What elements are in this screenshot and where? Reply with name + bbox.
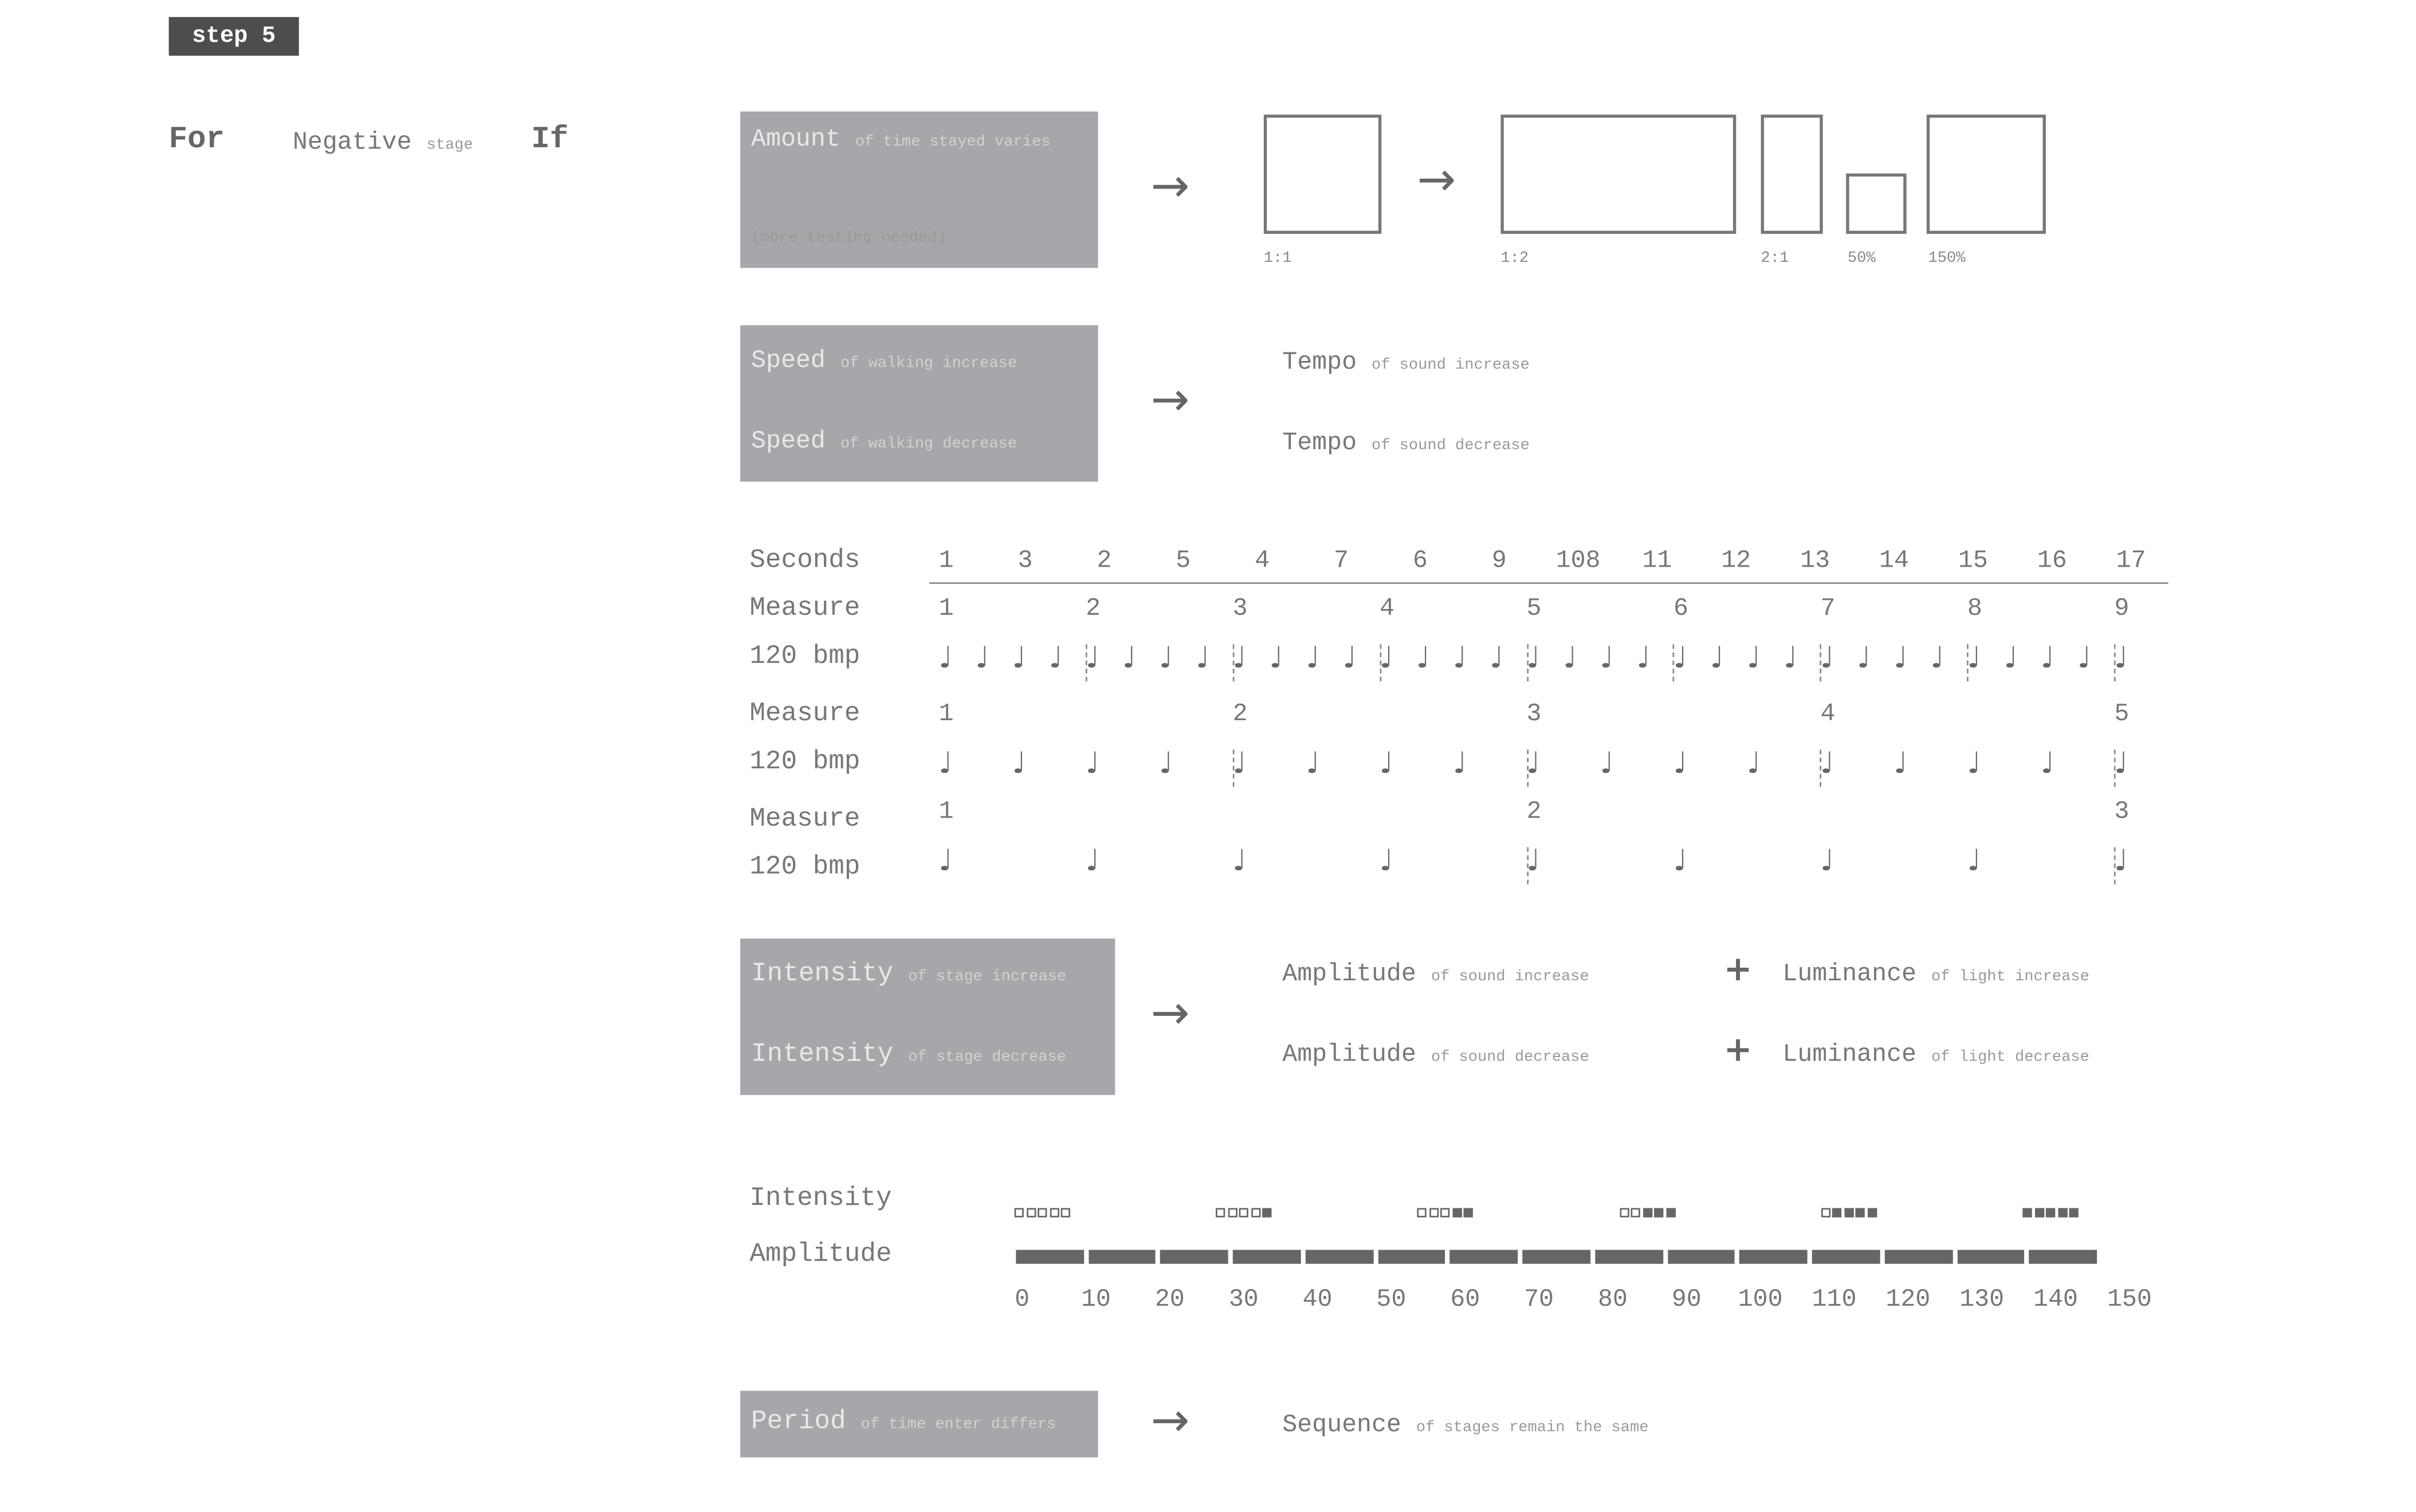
quarter-note-icon: ♩ [2077,641,2091,676]
seconds-tick: 3 [1018,547,1033,575]
intensity-square [1251,1208,1260,1217]
seconds-tick: 108 [1555,547,1601,575]
quarter-note-icon: ♩ [1379,844,1393,878]
measure-number: 2 [1086,595,1101,623]
intensity-level [1417,1197,1475,1226]
speed-desc: of walking increase [840,356,1018,374]
seconds-tick: 4 [1255,547,1270,575]
intensity-square [1654,1208,1663,1217]
intensity-square [1666,1208,1675,1217]
quarter-note-icon: ♩ [1489,641,1504,676]
quarter-note-icon: ♩ [1967,844,1981,878]
intensity-square [1015,1208,1024,1217]
quarter-note-icon: ♩ [1379,641,1393,676]
measure-number: 3 [2114,798,2130,826]
luminance-decrease: Luminance of light decrease [1782,1040,2089,1069]
measure-number: 4 [1820,700,1836,728]
quarter-note-icon: ♩ [1452,641,1467,676]
quarter-note-icon: ♩ [1600,746,1614,781]
arrow-icon: → [1417,153,1456,208]
measure-number: 9 [2114,595,2130,623]
period-title: Period [751,1408,846,1438]
ratio-box-2-1 [1761,115,1823,234]
quarter-note-icon: ♩ [2113,641,2128,676]
intensity-title: Intensity [751,960,894,990]
amount-box [740,112,1098,268]
seconds-tick: 13 [1800,547,1830,575]
arrow-icon: → [1150,159,1190,214]
quarter-note-icon: ♩ [1526,746,1541,781]
quarter-note-icon: ♩ [1269,641,1283,676]
ratio-box-1-2 [1500,115,1736,234]
seconds-tick: 12 [1721,547,1751,575]
quarter-note-icon: ♩ [1306,641,1320,676]
ratio-caption: 2:1 [1761,250,1789,268]
intensity-square [1844,1208,1853,1217]
quarter-note-icon: ♩ [1158,746,1173,781]
quarter-note-icon: ♩ [1526,641,1541,676]
quarter-note-icon: ♩ [1379,746,1393,781]
amplitude-tick: 80 [1597,1285,1628,1314]
intensity-square [1441,1208,1450,1217]
seconds-tick: 11 [1642,547,1672,575]
tempo-decrease: Tempo of sound decrease [1282,429,1530,457]
intensity-square [1821,1208,1830,1217]
amplitude-segment [1378,1250,1445,1263]
amplitude-scale-label: Amplitude [749,1240,892,1270]
quarter-note-icon: ♩ [1232,641,1247,676]
amount-note: (more testing needed) [751,230,946,248]
speed-title: Speed [751,427,826,455]
amplitude-segment [1016,1250,1083,1263]
seconds-label: Seconds [749,547,861,576]
intensity-square [1856,1208,1865,1217]
seconds-tick: 6 [1412,547,1428,575]
quarter-note-icon: ♩ [938,641,953,676]
period-desc: of time enter differs [861,1417,1056,1435]
amplitude-segment [1306,1250,1373,1263]
intensity-square [1429,1208,1439,1217]
seconds-tick: 16 [2037,547,2067,575]
amplitude-segment [1089,1250,1156,1263]
step-badge: step 5 [169,17,299,56]
measure-number: 3 [1526,700,1542,728]
seconds-tick: 9 [1491,547,1507,575]
quarter-note-icon: ♩ [1857,641,1871,676]
speed-desc: of walking decrease [840,437,1018,454]
quarter-note-icon: ♩ [1893,746,1908,781]
intensity-scale-label: Intensity [749,1184,892,1215]
quarter-note-icon: ♩ [1820,641,1834,676]
intensity-level [1015,1197,1073,1226]
luminance-increase: Luminance of light increase [1782,960,2089,988]
quarter-note-icon: ♩ [1122,641,1136,676]
intensity-square [2034,1208,2044,1217]
amplitude-segment [1233,1250,1301,1263]
measure-number: 3 [1232,595,1248,623]
tempo-increase: Tempo of sound increase [1282,348,1530,376]
intensity-square [1643,1208,1652,1217]
amplitude-decrease: Amplitude of sound decrease [1282,1040,1589,1069]
quarter-note-icon: ♩ [1967,641,1981,676]
quarter-note-icon: ♩ [2113,844,2128,878]
amplitude-segment [1523,1250,1590,1263]
amount-title: Amount [751,125,840,154]
amplitude-segment [1740,1250,1808,1263]
quarter-note-icon: ♩ [1342,641,1357,676]
intensity-square [1026,1208,1035,1217]
intensity-square [2069,1208,2078,1217]
quarter-note-icon: ♩ [938,844,953,878]
amplitude-segment [1450,1250,1518,1263]
quarter-note-icon: ♩ [1930,641,1944,676]
period-box [740,1391,1098,1457]
intensity-square [2046,1208,2055,1217]
quarter-note-icon: ♩ [1600,641,1614,676]
intensity-square [1619,1208,1628,1217]
quarter-note-icon: ♩ [1012,641,1026,676]
quarter-note-icon: ♩ [1195,641,1210,676]
quarter-note-icon: ♩ [1746,641,1761,676]
amplitude-tick: 50 [1376,1285,1407,1314]
quarter-note-icon: ♩ [1820,844,1834,878]
intensity-level [1821,1197,1879,1226]
amplitude-tick: 30 [1228,1285,1259,1314]
amplitude-segment [2029,1250,2097,1263]
ratio-box-50 [1846,174,1906,234]
amplitude-segment [1884,1250,1952,1263]
quarter-note-icon: ♩ [1636,641,1651,676]
amplitude-tick: 130 [1959,1285,2005,1314]
seconds-rule [929,582,2168,584]
bpm-label: 120 bmp [749,853,861,883]
quarter-note-icon: ♩ [1746,746,1761,781]
quarter-note-icon: ♩ [1967,746,1981,781]
intensity-title: Intensity [751,1040,894,1070]
amplitude-tick: 10 [1081,1285,1111,1314]
arrow-icon: → [1150,986,1190,1041]
measure-number: 5 [1526,595,1542,623]
ratio-caption: 1:2 [1500,250,1529,268]
quarter-note-icon: ♩ [1232,844,1247,878]
quarter-note-icon: ♩ [1416,641,1430,676]
intensity-square [1228,1208,1237,1217]
intensity-square [1464,1208,1474,1217]
quarter-note-icon: ♩ [1563,641,1577,676]
amplitude-segment [1812,1250,1880,1263]
amplitude-tick: 60 [1450,1285,1480,1314]
intensity-square [1833,1208,1842,1217]
measure-number: 2 [1526,798,1542,826]
seconds-tick: 5 [1176,547,1191,575]
amplitude-tick: 150 [2107,1285,2152,1314]
quarter-note-icon: ♩ [2040,746,2054,781]
quarter-note-icon: ♩ [1306,746,1320,781]
amplitude-tick: 20 [1154,1285,1185,1314]
seconds-tick: 14 [1879,547,1909,575]
quarter-note-icon: ♩ [1526,844,1541,878]
sequence-text: Sequence of stages remain the same [1282,1411,1649,1439]
for-label: For [168,122,225,158]
intensity-level [2022,1197,2080,1226]
seconds-tick: 15 [1958,547,1988,575]
quarter-note-icon: ♩ [1783,641,1798,676]
quarter-note-icon: ♩ [1673,641,1687,676]
speed-box [740,325,1098,482]
plus-icon: + [1723,951,1753,990]
amplitude-tick: 110 [1812,1285,1857,1314]
seconds-tick: 1 [938,547,954,575]
intensity-square [1049,1208,1058,1217]
quarter-note-icon: ♩ [1893,641,1908,676]
measure-number: 8 [1967,595,1982,623]
quarter-note-icon: ♩ [1085,746,1099,781]
intensity-square [1216,1208,1225,1217]
amplitude-tick: 140 [2033,1285,2078,1314]
ratio-caption: 50% [1847,250,1876,268]
arrow-icon: → [1150,1393,1190,1448]
ratio-caption: 1:1 [1263,250,1292,268]
quarter-note-icon: ♩ [1012,746,1026,781]
quarter-note-icon: ♩ [1820,746,1834,781]
negative-stage-label: Negative stage [292,128,473,157]
amplitude-increase: Amplitude of sound increase [1282,960,1589,988]
quarter-note-icon: ♩ [2003,641,2018,676]
amplitude-tick: 120 [1885,1285,1931,1314]
seconds-tick: 2 [1097,547,1112,575]
bpm-label: 120 bmp [749,748,861,778]
quarter-note-icon: ♩ [1673,844,1687,878]
intensity-square [2022,1208,2032,1217]
amplitude-segment [1595,1250,1663,1263]
intensity-level [1216,1197,1274,1226]
intensity-square [1417,1208,1427,1217]
quarter-note-icon: ♩ [1673,746,1687,781]
quarter-note-icon: ♩ [1085,844,1099,878]
intensity-level [1619,1197,1677,1226]
intensity-desc: of stage increase [908,969,1067,987]
plus-icon: + [1723,1031,1753,1070]
amplitude-tick: 40 [1302,1285,1333,1314]
intensity-square [1239,1208,1248,1217]
measure-number: 4 [1380,595,1395,623]
measure-number: 1 [938,595,954,623]
intensity-square [1061,1208,1070,1217]
seconds-tick: 17 [2116,547,2146,575]
amplitude-tick: 100 [1738,1285,1783,1314]
ratio-caption: 150% [1928,250,1966,268]
amplitude-tick: 90 [1671,1285,1702,1314]
seconds-tick: 7 [1333,547,1349,575]
intensity-square [1452,1208,1462,1217]
quarter-note-icon: ♩ [1232,746,1247,781]
bpm-label: 120 bmp [749,642,861,673]
measure-number: 5 [2114,700,2130,728]
measure-number: 1 [938,798,954,826]
measure-number: 2 [1232,700,1248,728]
ratio-box-150 [1927,115,2046,234]
amplitude-tick: 70 [1524,1285,1554,1314]
quarter-note-icon: ♩ [975,641,989,676]
quarter-note-icon: ♩ [2113,746,2128,781]
intensity-square [2057,1208,2067,1217]
amount-desc: of time stayed varies [855,135,1051,152]
intensity-box [740,938,1115,1095]
measure-label: Measure [749,805,861,835]
intensity-square [1631,1208,1640,1217]
ratio-box-1-1 [1264,115,1381,234]
quarter-note-icon: ♩ [1158,641,1173,676]
amplitude-segment [1161,1250,1228,1263]
measure-label: Measure [749,700,861,730]
amplitude-segment [1957,1250,2025,1263]
speed-title: Speed [751,347,826,375]
measure-number: 1 [938,700,954,728]
measure-number: 7 [1820,595,1836,623]
amplitude-tick: 0 [1015,1285,1030,1314]
quarter-note-icon: ♩ [938,746,953,781]
intensity-square [1263,1208,1272,1217]
intensity-square [1868,1208,1877,1217]
measure-label: Measure [749,595,861,625]
arrow-icon: → [1150,373,1190,428]
intensity-square [1038,1208,1047,1217]
amplitude-segment [1667,1250,1735,1263]
quarter-note-icon: ♩ [1048,641,1063,676]
quarter-note-icon: ♩ [1085,641,1099,676]
quarter-note-icon: ♩ [1710,641,1724,676]
measure-number: 6 [1673,595,1688,623]
if-label: If [531,122,569,158]
intensity-desc: of stage decrease [908,1050,1067,1067]
quarter-note-icon: ♩ [2040,641,2054,676]
quarter-note-icon: ♩ [1452,746,1467,781]
